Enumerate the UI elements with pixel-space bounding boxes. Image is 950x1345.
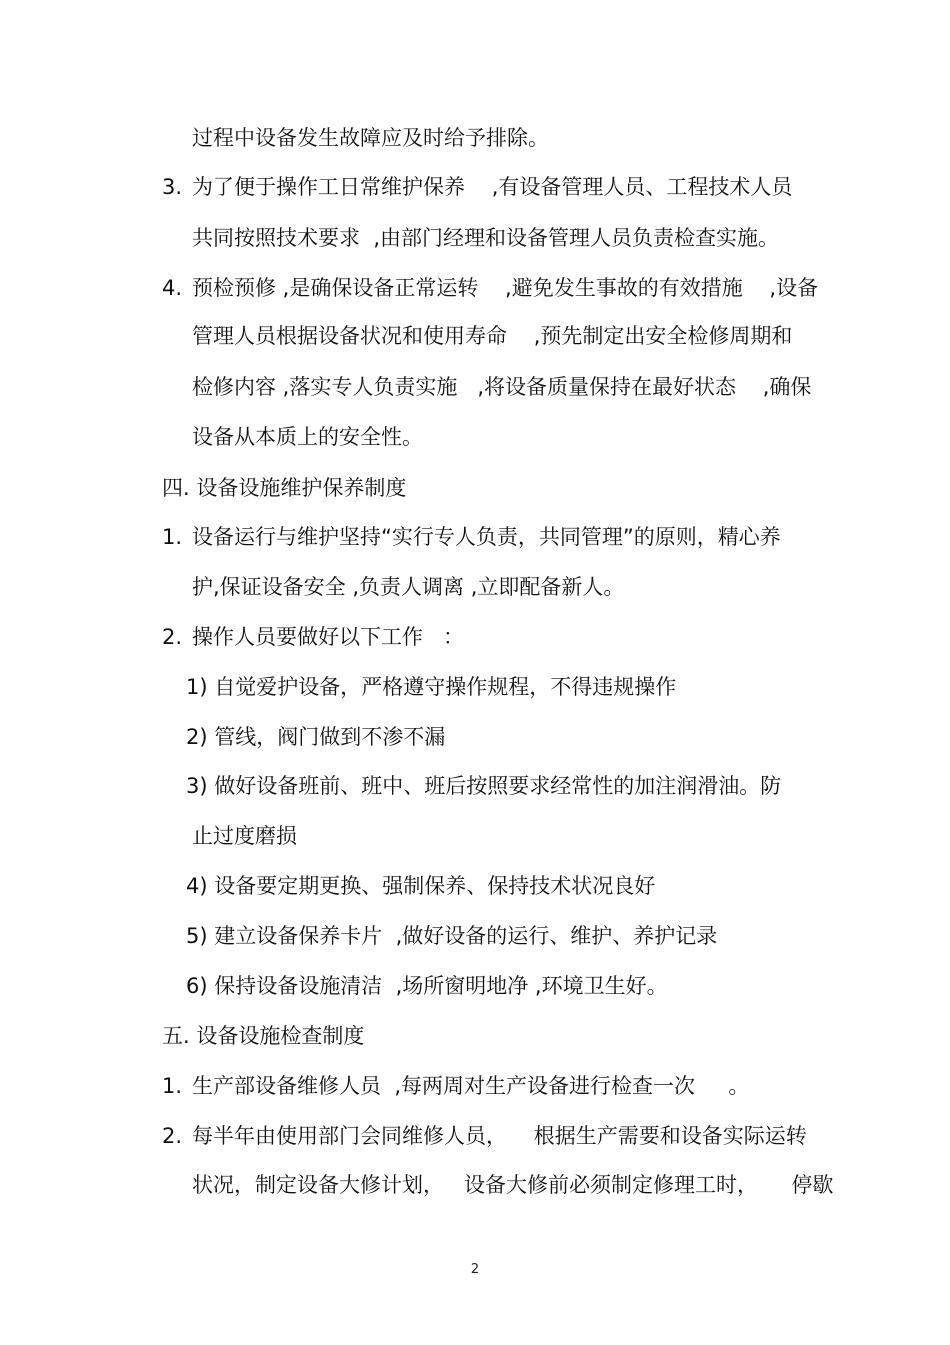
text-line: 共同按照技术要求 ,由部门经理和设备管理人员负责检查实施。 [192,226,780,250]
section-heading: 四. 设备设施维护保养制度 [162,476,407,500]
text-line: 设备从本质上的安全性。 [192,425,423,449]
text-line: 止过度磨损 [192,824,297,848]
list-number: 1. [162,1074,183,1098]
text-line: 生产部设备维修人员 ,每两周对生产设备进行检查一次 。 [192,1074,750,1098]
section-heading: 五. 设备设施检查制度 [162,1024,365,1048]
text-line: 管理人员根据设备状况和使用寿命 ,预先制定出安全检修周期和 [192,324,793,348]
sub-item: 3) 做好设备班前、班中、班后按照要求经常性的加注润滑油。防 [186,774,782,798]
sub-item: 4) 设备要定期更换、强制保养、保持技术状况良好 [186,874,656,898]
list-number: 4. [162,276,183,300]
text-line: 预检预修 ,是确保设备正常运转 ,避免发生事故的有效措施 ,设备 [192,276,819,300]
text-line: 每半年由使用部门会同维修人员， 根据生产需要和设备实际运转 [192,1124,807,1148]
text-line: 护,保证设备安全 ,负责人调离 ,立即配备新人。 [192,575,625,599]
text-line: 过程中设备发生故障应及时给予排除。 [192,126,549,150]
text-line: 检修内容 ,落实专人负责实施 ,将设备质量保持在最好状态 ,确保 [192,375,812,399]
list-number: 1. [162,525,183,549]
sub-item: 2) 管线，阀门做到不渗不漏 [186,725,446,749]
text-line: 状况，制定设备大修计划， 设备大修前必须制定修理工时， 停歇 [192,1173,834,1197]
list-number: 2. [162,1124,183,1148]
text-line: 设备运行与维护坚持“实行专人负责，共同管理”的原则，精心养 [192,525,781,549]
sub-item: 1) 自觉爱护设备，严格遵守操作规程，不得违规操作 [186,675,677,699]
sub-item: 5) 建立设备保养卡片 ,做好设备的运行、维护、养护记录 [186,924,718,948]
text-line: 为了便于操作工日常维护保养 ,有设备管理人员、工程技术人员 [192,175,793,199]
text-line: 操作人员要做好以下工作 ： [192,625,465,649]
list-number: 2. [162,625,183,649]
page-number: 2 [470,1262,480,1277]
list-number: 3. [162,175,183,199]
sub-item: 6) 保持设备设施清洁 ,场所窗明地净 ,环境卫生好。 [186,974,668,998]
